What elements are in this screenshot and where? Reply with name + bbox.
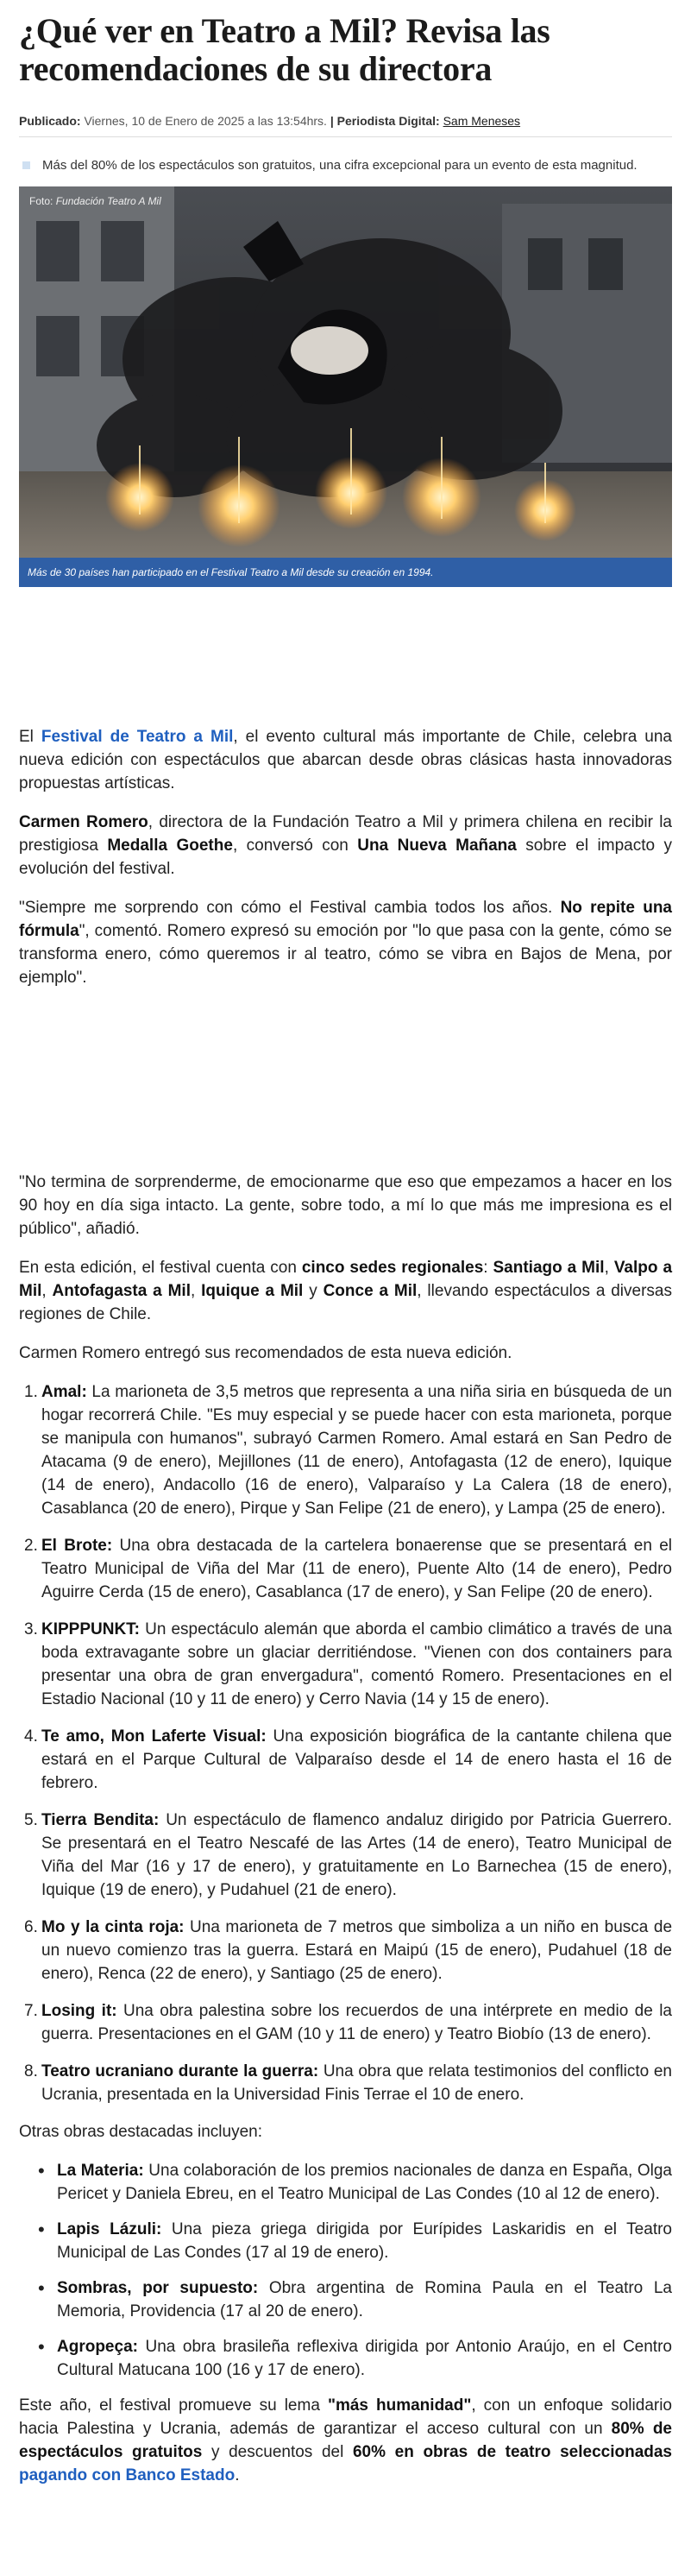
- paragraph-recs-intro: Carmen Romero entregó sus recomendados de esta nueva edición.: [19, 1344, 512, 1362]
- bullet-icon: •: [38, 2160, 45, 2181]
- article-summary: [19, 156, 672, 174]
- hero-photo-illustration: [19, 186, 672, 587]
- list-item: 1. Amal: La marioneta de 3,5 metros que representa a una niña siria en búsqueda de un hogar recorrerá Chile. "Es muy especial y se puede hacer con esta marioneta, porque se manipula con humanos", subrayó Carmen Romero. Amal estará en San Pedro de Atacama (9 de enero), Mejillones (11 de enero), Antofagasta (12 de enero), Iquique (14 de enero), Andacollo (16 de enero), Valparaíso y La Calera (18 de enero), Casablanca (20 de enero), Pirque y San Felipe (21 de enero), y Lampa (25 de enero).: [24, 1383, 672, 1518]
- author-link[interactable]: Sam Meneses: [443, 114, 521, 128]
- list-item: 7. Losing it: Una obra palestina sobre los recuerdos de una intérprete en medio de la guerra. Presentaciones en el GAM (10 y 11 de enero) y Teatro Biobío (13 de enero).: [24, 2002, 672, 2043]
- bullet-icon: •: [38, 2277, 45, 2299]
- published-date: Viernes, 10 de Enero de 2025 a las 13:54hrs.: [84, 114, 327, 128]
- meta-separator: |: [330, 114, 334, 128]
- bullet-icon: •: [38, 2336, 45, 2358]
- paragraph-others-intro: Otras obras destacadas incluyen:: [19, 2123, 262, 2141]
- paragraph-director: Carmen Romero, directora de la Fundación Teatro a Mil y primera chilena en recibir la prestigiosa Medalla Goethe, conversó con Una Nueva Mañana sobre el impacto y evolución del festival.: [19, 813, 672, 878]
- list-item: • Lapis Lázuli: Una pieza griega dirigida por Eurípides Laskaridis en el Teatro Municipal de Las Condes (17 al 19 de enero).: [19, 2218, 672, 2264]
- article-meta: [19, 112, 672, 129]
- article-body: [19, 725, 672, 2487]
- paragraph-intro: El Festival de Teatro a Mil, el evento cultural más importante de Chile, celebra una nueva edición con espectáculos que abarcan desde obras clásicas hasta innovadoras propuestas artísticas.: [19, 728, 672, 792]
- list-item: • Agropeça: Una obra brasileña reflexiva dirigida por Antonio Araújo, en el Centro Cultural Matucana 100 (16 y 17 de enero).: [19, 2335, 672, 2382]
- ad-spacer: [19, 587, 672, 725]
- paragraph-quote-1: "Siempre me sorprendo con cómo el Festival cambia todos los años. No repite una fórmula", comentó. Romero expresó su emoción por "lo que pasa con la gente, cómo se transforma enero, cómo queremos ir al teatro, cómo se vibra en Bajos de Mena, por ejemplo".: [19, 899, 673, 987]
- photo-credit-source: Fundación Teatro A Mil: [55, 195, 161, 207]
- list-item: 3. KIPPPUNKT: Un espectáculo alemán que aborda el cambio climático a través de una boda extravagante sobre un glaciar derritiéndose. "Vienen con dos containers para presentar una obra de gran envergadura", comentó Romero. Presentaciones en el Estadio Nacional (10 y 11 de enero) y Cerro Navia (14 y 15 de enero).: [24, 1620, 672, 1708]
- list-item: 5. Tierra Bendita: Un espectáculo de flamenco andaluz dirigido por Patricia Guerrero. Se presentará en el Teatro Nescafé de las Artes (14 de enero), Teatro Municipal de Viña del Mar (16 y 17 de enero), y gratuitamente en Lo Barnechea (15 de enero), Iquique (19 de enero), y Pudahuel (21 de enero).: [24, 1811, 672, 1899]
- paragraph-quote-2: "No termina de sorprenderme, de emocionarme que eso que empezamos a hacer en los 90 hoy en día siga intacto. La gente, sobre todo, a mí lo que más me impresiona es el público", añadió.: [19, 1173, 672, 1238]
- article-title: ¿Qué ver en Teatro a Mil? Revisa las recomendaciones de su directora: [19, 11, 550, 88]
- photo-caption: Más de 30 países han participado en el Festival Teatro a Mil desde su creación en 1994.: [19, 558, 672, 587]
- bullet-icon: •: [38, 2219, 45, 2240]
- recommendations-list: [19, 1380, 672, 2106]
- summary-text: Más del 80% de los espectáculos son gratuitos, una cifra excepcional para un evento de esta magnitud.: [42, 158, 638, 173]
- summary-bullet-icon: [22, 161, 30, 169]
- author-label: Periodista Digital:: [336, 114, 440, 128]
- other-works-list: [19, 2159, 672, 2382]
- paragraph-venues: En esta edición, el festival cuenta con cinco sedes regionales: Santiago a Mil, Valpo a Mil, Antofagasta a Mil, Iquique a Mil y Conce a Mil, llevando espectáculos a diversas regiones de Chile.: [19, 1259, 673, 1323]
- paragraph-closing: Este año, el festival promueve su lema "más humanidad", con un enfoque solidario hacia Palestina y Ucrania, además de garantizar el acceso cultural con un 80% de espectáculos gratuitos y descuentos del 60% en obras de teatro seleccionadas pagando con Banco Estado.: [19, 2396, 672, 2484]
- embed-spacer: [19, 1005, 672, 1171]
- photo-credit: [29, 195, 161, 207]
- published-label: Publicado:: [19, 114, 81, 128]
- list-item: 8. Teatro ucraniano durante la guerra: Una obra que relata testimonios del conflicto en Ucrania, presentada en la Universidad Finis Terrae el 10 de enero.: [24, 2062, 672, 2104]
- list-item: • Sombras, por supuesto: Obra argentina de Romina Paula en el Teatro La Memoria, Providencia (17 al 20 de enero).: [19, 2276, 672, 2323]
- festival-link[interactable]: Festival de Teatro a Mil: [41, 728, 234, 746]
- meta-divider: [19, 136, 672, 137]
- hero-photo[interactable]: [19, 186, 672, 587]
- photo-credit-label: Foto:: [29, 195, 53, 207]
- list-item: 2. El Brote: Una obra destacada de la cartelera bonaerense que se presentará en el Teatro Municipal de Viña del Mar (11 de enero), Puente Alto (14 de enero), Pedro Aguirre Cerda (15 de enero), Casablanca (17 de enero), y San Felipe (20 de enero).: [24, 1537, 672, 1601]
- banco-estado-link[interactable]: pagando con Banco Estado: [19, 2466, 236, 2484]
- list-item: • La Materia: Una colaboración de los premios nacionales de danza en España, Olga Pericet y Daniela Ebreu, en el Teatro Municipal de Las Condes (10 al 12 de enero).: [19, 2159, 672, 2206]
- list-item: 6. Mo y la cinta roja: Una marioneta de 7 metros que simboliza a un niño en busca de un nuevo comienzo tras la guerra. Estará en Maipú (15 de enero), Pudahuel (18 de enero), Renca (22 de enero), y Santiago (25 de enero).: [24, 1918, 673, 1983]
- list-item: 4. Te amo, Mon Laferte Visual: Una exposición biográfica de la cantante chilena que estará en el Parque Cultural de Valparaíso desde el 14 de enero hasta el 16 de febrero.: [24, 1727, 672, 1792]
